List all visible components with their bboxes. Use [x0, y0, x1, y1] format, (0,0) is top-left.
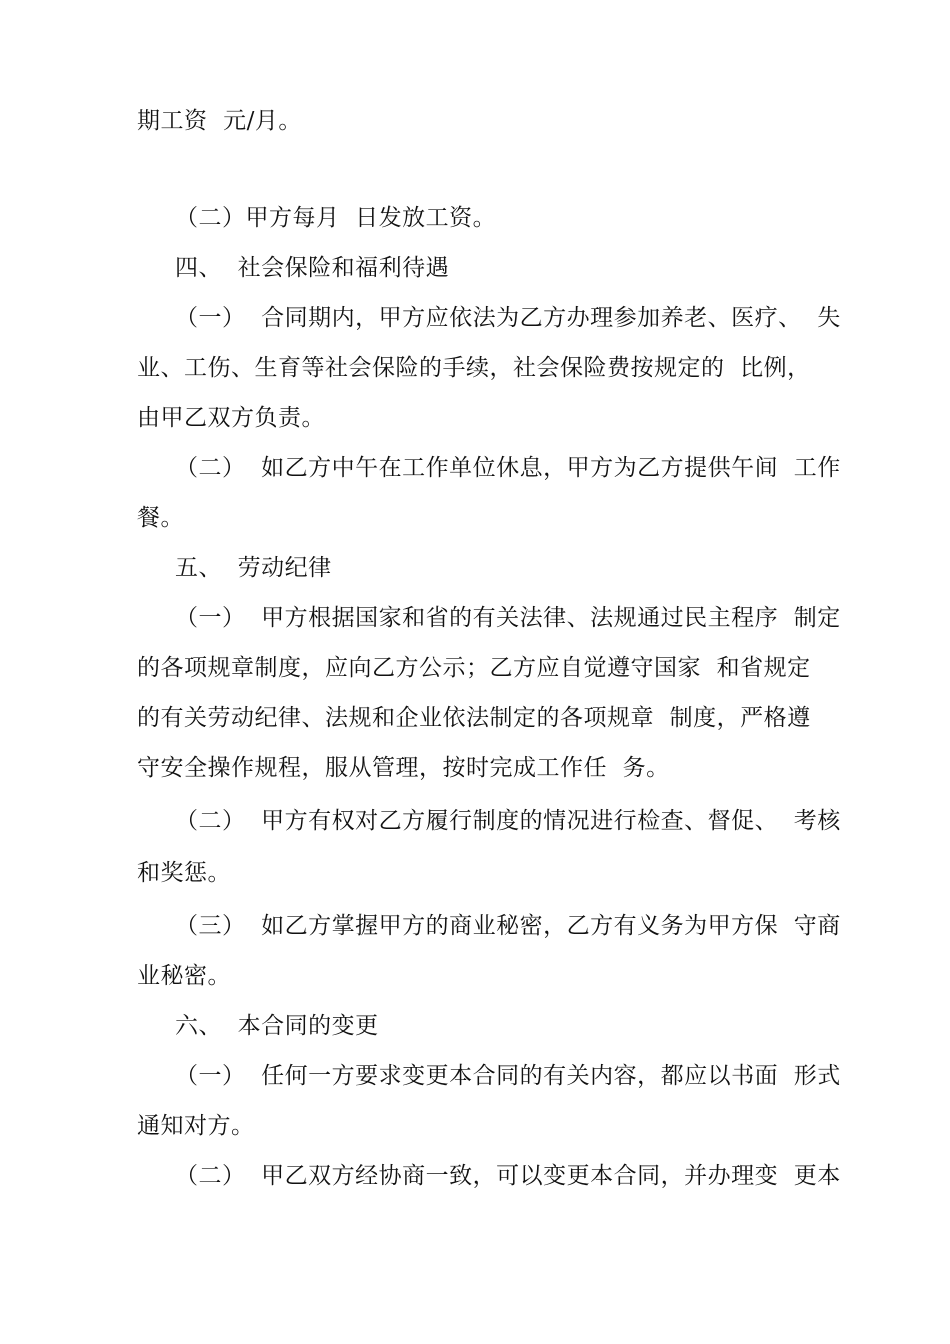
section-heading-6: 六、 本合同的变更	[175, 1013, 379, 1039]
text-line-4: （一） 合同期内，甲方应依法为乙方办理参加养老、医疗、 失	[175, 305, 841, 331]
text-line-14: （二） 甲方有权对乙方履行制度的情况进行检查、督促、 考核	[175, 808, 841, 834]
text-line-19: （一） 任何一方要求变更本合同的有关内容，都应以书面 形式	[175, 1063, 841, 1089]
text-line-7: （二） 如乙方中午在工作单位休息，甲方为乙方提供午间 工作	[175, 455, 841, 481]
section-heading-4: 四、 社会保险和福利待遇	[175, 255, 450, 281]
text-line-10: （一） 甲方根据国家和省的有关法律、法规通过民主程序 制定	[175, 605, 841, 631]
text-line-15: 和奖惩。	[137, 860, 231, 886]
text-line-1: 期工资 元/月。	[137, 108, 302, 134]
text-line-6: 由甲乙双方负责。	[137, 405, 325, 431]
text-line-16: （三） 如乙方掌握甲方的商业秘密，乙方有义务为甲方保 守商	[175, 913, 841, 939]
text-line-20: 通知对方。	[137, 1113, 255, 1139]
text-line-11: 的各项规章制度，应向乙方公示；乙方应自觉遵守国家 和省规定	[137, 655, 811, 681]
text-line-2: （二）甲方每月 日发放工资。	[175, 205, 497, 231]
section-heading-5: 五、 劳动纪律	[175, 555, 332, 581]
text-line-21: （二） 甲乙双方经协商一致，可以变更本合同，并办理变 更本	[175, 1163, 841, 1189]
text-line-5: 业、工伤、生育等社会保险的手续，社会保险费按规定的 比例，	[137, 355, 811, 381]
text-line-13: 守安全操作规程，服从管理，按时完成工作任 务。	[137, 755, 670, 781]
text-line-17: 业秘密。	[137, 963, 231, 989]
text-line-8: 餐。	[137, 505, 184, 531]
text-line-12: 的有关劳动纪律、法规和企业依法制定的各项规章 制度，严格遵	[137, 705, 811, 731]
